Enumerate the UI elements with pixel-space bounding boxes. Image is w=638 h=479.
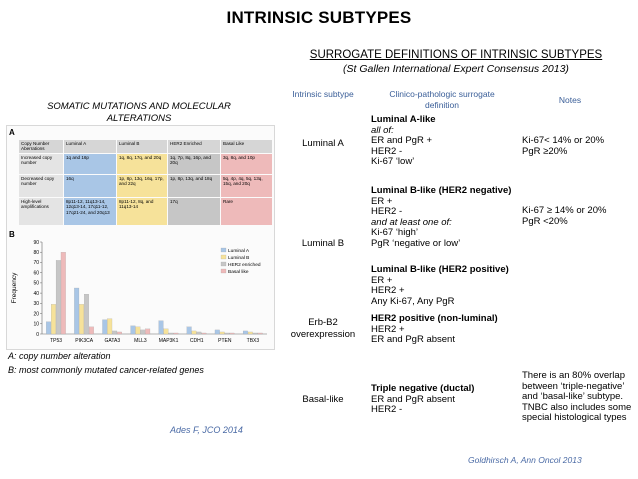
def-luminal-b-neg — [371, 186, 526, 249]
def-title: Luminal B-like (HER2 positive) — [371, 264, 509, 275]
table-cell: 16q — [64, 175, 116, 197]
header-notes: Notes — [558, 95, 582, 105]
table-header-cell: HER2 Enriched — [168, 140, 220, 153]
bar — [215, 330, 220, 334]
bar — [202, 333, 207, 334]
y-tick-label: 90 — [33, 239, 39, 246]
bar — [131, 326, 136, 334]
note-line: There is an 80% overlap — [522, 370, 625, 381]
bar — [253, 333, 258, 334]
row-label-luminal-a: Luminal A — [302, 138, 344, 149]
bar — [220, 332, 225, 334]
bar — [56, 260, 61, 334]
note-line: PgR <20% — [522, 215, 568, 227]
surrogate-title: SURROGATE DEFINITIONS OF INTRINSIC SUBTYPES — [309, 49, 603, 61]
bar — [173, 333, 178, 334]
table-header-cell: Copy Number Aberrations — [19, 140, 63, 153]
caption-b: B: most commonly mutated cancer-related genes — [8, 365, 204, 375]
def-line: HER2 - — [371, 145, 403, 157]
table-cell: 17q — [168, 198, 220, 225]
row-label-basal: Basal-like — [302, 394, 344, 405]
def-line: HER2 + — [371, 323, 405, 335]
def-line: ER and PgR absent — [371, 393, 455, 405]
y-tick-label: 50 — [33, 280, 39, 287]
bar — [46, 322, 51, 334]
bar — [258, 333, 263, 334]
bar — [159, 321, 164, 334]
note-line: and ‘basal-like’ subtype. — [522, 391, 624, 402]
y-tick-label: 0 — [36, 331, 39, 338]
header-clinico: Clinico-pathologic surrogate definition — [389, 89, 495, 110]
bar — [230, 333, 235, 334]
bar — [102, 320, 107, 334]
table-row-label: Increased copy number — [19, 154, 63, 174]
mutation-bar-chart — [8, 236, 273, 348]
note-line: Ki-67 ≥ 14% or 20% — [522, 205, 607, 216]
panel-b-letter: B — [9, 230, 15, 239]
def-line: HER2 + — [371, 285, 405, 296]
surrogate-subtitle: (St Gallen International Expert Consensus 2013) — [343, 63, 569, 75]
notes-luminal-a — [522, 136, 632, 157]
bar — [51, 304, 56, 334]
notes-basal — [522, 371, 634, 424]
table-cell: 3q, 8q, and 10p — [221, 154, 272, 174]
bar — [197, 332, 202, 334]
note-line: special histological types — [522, 412, 627, 423]
table-row-label: High-level amplifications — [19, 198, 63, 225]
y-tick-label: 40 — [33, 290, 39, 297]
y-tick-label: 70 — [33, 260, 39, 267]
y-tick-label: 30 — [33, 301, 39, 308]
def-erb — [371, 314, 526, 346]
x-tick-label: MAP3K1 — [158, 338, 179, 344]
x-tick-label: TBX3 — [246, 338, 260, 344]
legend-swatch — [221, 248, 226, 252]
table-cell: 8p11-12, 11q13-14, 12q13-14, 17q11-12, 17q21-24, and 20q13 — [64, 198, 116, 225]
header-intrinsic: Intrinsic subtype — [292, 89, 354, 99]
y-tick-label: 80 — [33, 250, 39, 257]
bar — [187, 327, 192, 334]
def-line: Ki-67 ‘low’ — [371, 156, 415, 167]
bar — [140, 330, 145, 334]
def-luminal-a — [371, 115, 521, 168]
def-line: ER + — [371, 274, 393, 286]
table-cell: 1p, 8p, 13q, and 18q — [168, 175, 220, 197]
bar — [107, 319, 112, 334]
def-line: PgR ‘negative or low’ — [371, 237, 461, 249]
table-cell: Rare — [221, 198, 272, 225]
bar — [117, 332, 122, 334]
legend-swatch — [221, 255, 226, 259]
x-tick-label: GATA3 — [104, 338, 121, 344]
panel-a-letter: A — [9, 128, 15, 137]
def-line: all of: — [371, 124, 394, 136]
bar — [248, 332, 253, 334]
def-line: HER2 - — [371, 404, 403, 415]
bar — [74, 288, 79, 334]
y-tick-label: 10 — [33, 321, 39, 328]
legend-label: Luminal B — [228, 256, 250, 261]
def-title: Luminal B-like (HER2 negative) — [371, 185, 512, 196]
table-cell: 8p11-12, 8q, and 11q13-14 — [117, 198, 167, 225]
row-label-erb: Erb-B2 overexpression — [290, 317, 356, 340]
bar — [169, 333, 174, 334]
x-tick-label: TP53 — [50, 338, 63, 344]
table-cell: 1p, 8p, 13q, 16q, 17p, and 22q — [117, 175, 167, 197]
note-line: Ki-67< 14% or 20% — [522, 135, 605, 146]
def-line: and at least one of: — [371, 216, 452, 228]
legend-swatch — [221, 262, 226, 266]
def-line: ER + — [371, 195, 393, 207]
bar — [84, 294, 89, 334]
bar — [192, 331, 197, 334]
bar — [243, 331, 248, 334]
table-header-cell: Luminal A — [64, 140, 116, 153]
note-line: TNBC also includes some — [522, 401, 632, 413]
page-title: INTRINSIC SUBTYPES — [226, 8, 412, 27]
def-line: HER2 - — [371, 206, 403, 217]
bar — [112, 331, 117, 334]
caption-a: A: copy number alteration — [8, 351, 111, 361]
note-line: between ‘triple-negative’ — [522, 380, 625, 392]
bar — [145, 329, 150, 334]
bar — [89, 327, 94, 334]
citation-right: Goldhirsch A, Ann Oncol 2013 — [468, 455, 582, 465]
bar — [225, 333, 230, 334]
left-caption: SOMATIC MUTATIONS AND MOLECULAR ALTERATIONS — [47, 101, 231, 124]
table-cell: 1q and 16p — [64, 154, 116, 174]
table-header-cell: Luminal B — [117, 140, 167, 153]
def-title: HER2 positive (non-luminal) — [371, 313, 498, 324]
bar — [79, 304, 84, 334]
table-header-cell: Basal Like — [221, 140, 272, 153]
y-tick-label: 20 — [33, 311, 39, 318]
table-row-label: Decreased copy number — [19, 175, 63, 197]
bar — [164, 329, 169, 334]
bar — [61, 252, 66, 334]
def-line: Any Ki-67, Any PgR — [371, 295, 455, 307]
def-title: Triple negative (ductal) — [371, 383, 475, 394]
citation-left: Ades F, JCO 2014 — [170, 425, 243, 435]
note-line: PgR ≥20% — [522, 145, 568, 157]
x-tick-label: PIK3CA — [75, 338, 94, 344]
table-cell: 1q, 8q, 17q, and 20q — [117, 154, 167, 174]
notes-luminal-b — [522, 206, 632, 227]
def-basal — [371, 384, 521, 416]
legend-label: Basal like — [228, 270, 249, 275]
legend-swatch — [221, 269, 226, 273]
def-title: Luminal A-like — [371, 114, 436, 125]
mutation-figure — [6, 125, 275, 350]
def-line: Ki-67 ‘high’ — [371, 227, 418, 238]
def-line: ER and PgR + — [371, 135, 432, 146]
table-cell: 1q, 7p, 8q, 16p, and 20q — [168, 154, 220, 174]
x-tick-label: MLL3 — [134, 338, 147, 344]
legend-label: HER2 enriched — [228, 263, 261, 268]
def-luminal-b-pos — [371, 265, 526, 307]
y-axis-label: Frequency — [11, 272, 18, 304]
legend-label: Luminal A — [228, 249, 250, 254]
bar — [136, 327, 141, 334]
x-tick-label: PTEN — [218, 338, 232, 344]
y-tick-label: 60 — [33, 270, 39, 277]
row-label-luminal-b: Luminal B — [301, 238, 345, 249]
def-line: ER and PgR absent — [371, 334, 455, 345]
x-tick-label: CDH1 — [189, 338, 204, 344]
table-cell: 5q, 4p, 4q, 5q, 13q, 15q, and 20q — [221, 175, 272, 197]
